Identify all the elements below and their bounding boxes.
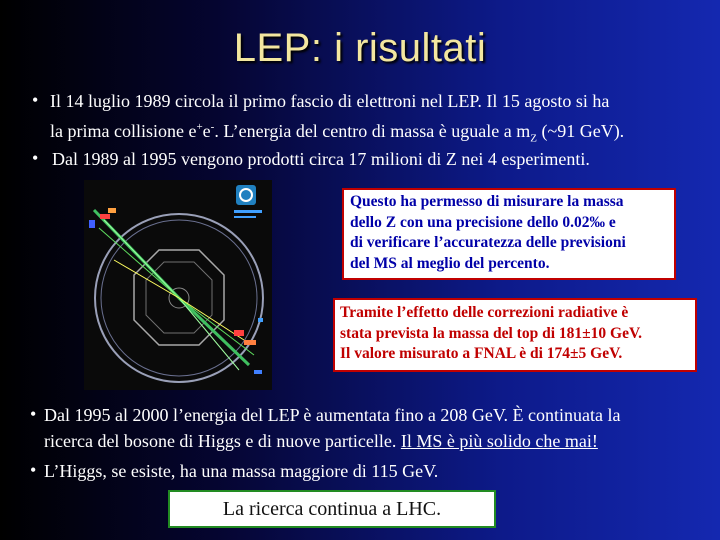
text-fragment: ricerca del bosone di Higgs e di nuove particelle. — [44, 431, 401, 451]
bullet-dot: • — [30, 404, 37, 424]
text-fragment: la prima collisione e — [50, 121, 197, 141]
underlined-text: Il MS è più solido che mai! — [400, 431, 598, 451]
subscript-z: Z — [530, 132, 537, 145]
bullet-line: Il 14 luglio 1989 circola il primo fascio di elettroni nel LEP. Il 15 agosto si ha — [50, 91, 610, 111]
bullet-higgs-mass — [30, 458, 710, 484]
text-fragment: . L’energia del centro di massa è uguale a m — [214, 121, 531, 141]
text-fragment: (~91 GeV). — [536, 121, 625, 141]
bullet-line: Dal 1995 al 2000 l’energia del LEP è aumentata fino a 208 GeV. È continuata la — [44, 405, 621, 425]
bullet-line — [30, 428, 710, 454]
bullet-text: L’Higgs, se esiste, ha una massa maggiore di 115 GeV. — [44, 461, 439, 481]
note-line: di verificare l’accuratezza delle previsioni — [350, 234, 626, 251]
electron-symbol: e — [202, 121, 211, 141]
note-line: Tramite l’effetto delle correzioni radiative è — [340, 304, 629, 321]
bullet-z-production — [32, 146, 712, 172]
lhc-footer-box: La ricerca continua a LHC. — [168, 490, 496, 528]
note-line: dello Z con una precisione dello 0.02‰ e — [350, 213, 616, 231]
event-display-image — [84, 180, 272, 390]
note-line: Questo ha permesso di misurare la massa — [350, 193, 624, 210]
bullet-dot: • — [32, 90, 39, 110]
bullet-first-beam — [32, 88, 712, 152]
note-line: Il valore misurato a FNAL è di 174±5 GeV. — [340, 345, 623, 362]
top-mass-note-box — [333, 298, 697, 372]
bullet-lep-energy — [30, 402, 710, 454]
note-line: stata prevista la massa del top di 181±10 GeV. — [340, 324, 643, 342]
z-mass-note-box — [342, 188, 676, 280]
note-line: del MS al meglio del percento. — [350, 254, 550, 272]
bullet-text: Dal 1989 al 1995 vengono prodotti circa 17 milioni di Z nei 4 esperimenti. — [52, 149, 590, 169]
superscript-minus: - — [210, 121, 215, 133]
superscript-plus: + — [196, 121, 203, 133]
bullet-dot: • — [32, 148, 39, 168]
bullet-dot: • — [30, 460, 37, 480]
slide-title: LEP: i risultati — [233, 26, 487, 70]
